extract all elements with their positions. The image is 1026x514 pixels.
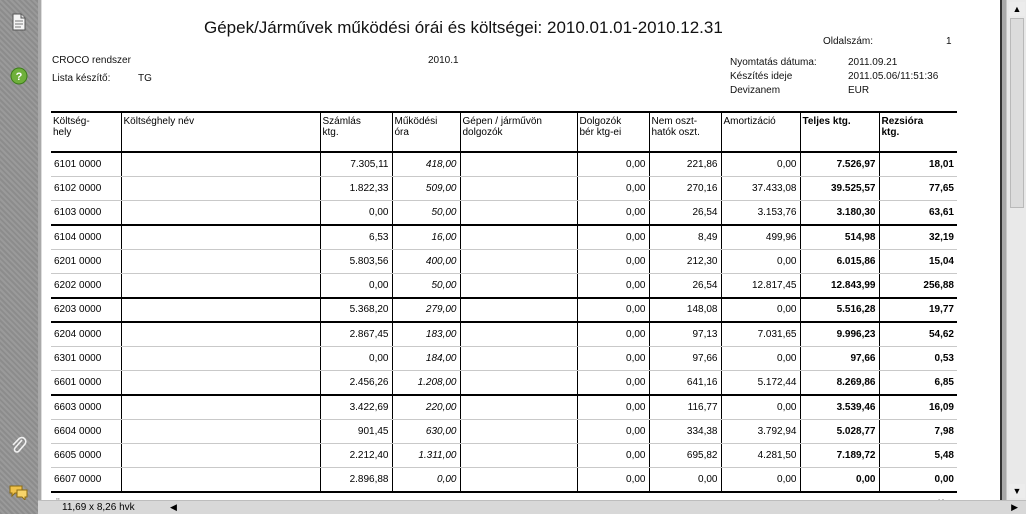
cell-total: 514,98 — [800, 225, 879, 249]
table-row — [51, 444, 957, 468]
cell-cost-center: 6102 0000 — [51, 176, 121, 200]
cell-overhead-rate: 6,85 — [879, 371, 957, 395]
cell-invoiced: 0,00 — [320, 273, 392, 297]
cell-name — [121, 371, 320, 395]
cell-hours: 50,00 — [392, 201, 460, 225]
cell-name — [121, 419, 320, 443]
print-date-value: 2011.09.21 — [848, 57, 898, 68]
header-total-cost: Teljes ktg. — [800, 112, 879, 152]
table-row — [51, 298, 957, 322]
cell-invoiced: 2.896,88 — [320, 468, 392, 492]
cell-cost-center: 6204 0000 — [51, 322, 121, 346]
cell-invoiced: 901,45 — [320, 419, 392, 443]
cell-non-divisible: 148,08 — [649, 298, 721, 322]
currency-label: Devizanem — [730, 85, 781, 96]
cell-name — [121, 444, 320, 468]
cell-workers — [460, 322, 577, 346]
totals-total-cost — [800, 492, 879, 500]
created-value: 2011.05.06/11:51:36 — [848, 71, 939, 82]
cell-hours: 1.311,00 — [392, 444, 460, 468]
cell-total: 9.996,23 — [800, 322, 879, 346]
created-label: Készítés ideje — [730, 71, 793, 82]
cell-name — [121, 273, 320, 297]
cell-total: 7.189,72 — [800, 444, 879, 468]
cell-hours: 183,00 — [392, 322, 460, 346]
cell-non-divisible: 270,16 — [649, 176, 721, 200]
cell-cost-center: 6202 0000 — [51, 273, 121, 297]
svg-text:?: ? — [15, 71, 23, 83]
cell-name — [121, 225, 320, 249]
cell-wages: 0,00 — [577, 176, 649, 200]
cell-overhead-rate: 77,65 — [879, 176, 957, 200]
cell-total: 0,00 — [800, 468, 879, 492]
cell-workers — [460, 395, 577, 419]
header-non-divisible: Nem oszt- hatók oszt. — [649, 112, 721, 152]
cell-total: 3.180,30 — [800, 201, 879, 225]
cell-overhead-rate: 32,19 — [879, 225, 957, 249]
cell-cost-center: 6301 0000 — [51, 346, 121, 370]
cell-hours: 400,00 — [392, 249, 460, 273]
cell-amortization: 37.433,08 — [721, 176, 800, 200]
cell-non-divisible: 695,82 — [649, 444, 721, 468]
table-row — [51, 249, 957, 273]
cell-total: 6.015,86 — [800, 249, 879, 273]
cell-non-divisible: 334,38 — [649, 419, 721, 443]
cell-wages: 0,00 — [577, 152, 649, 176]
totals-amortization — [721, 492, 800, 500]
totals-non-divisible — [649, 492, 721, 500]
cell-name — [121, 468, 320, 492]
header-cost-center-name: Költséghely név — [121, 112, 320, 152]
cell-amortization: 0,00 — [721, 468, 800, 492]
header-workers: Gépen / járművön dolgozók — [460, 112, 577, 152]
totals-row — [51, 492, 957, 500]
cell-wages: 0,00 — [577, 273, 649, 297]
cell-overhead-rate: 18,01 — [879, 152, 957, 176]
cell-wages: 0,00 — [577, 371, 649, 395]
cell-hours: 220,00 — [392, 395, 460, 419]
cell-invoiced: 0,00 — [320, 201, 392, 225]
header-amortization: Amortizáció — [721, 112, 800, 152]
table-row — [51, 395, 957, 419]
cell-hours: 0,00 — [392, 468, 460, 492]
report-page — [41, 0, 1002, 500]
cell-workers — [460, 298, 577, 322]
cell-overhead-rate: 7,98 — [879, 419, 957, 443]
header-invoiced-cost: Számlás ktg. — [320, 112, 392, 152]
cell-total: 3.539,46 — [800, 395, 879, 419]
cell-name — [121, 346, 320, 370]
cell-hours: 1.208,00 — [392, 371, 460, 395]
cell-cost-center: 6604 0000 — [51, 419, 121, 443]
print-date-label: Nyomtatás dátuma: — [730, 57, 817, 68]
totals-unit — [879, 492, 957, 500]
cell-total: 12.843,99 — [800, 273, 879, 297]
cell-wages: 0,00 — [577, 249, 649, 273]
table-row — [51, 201, 957, 225]
cell-invoiced: 0,00 — [320, 346, 392, 370]
cell-cost-center: 6201 0000 — [51, 249, 121, 273]
cell-non-divisible: 116,77 — [649, 395, 721, 419]
table-row — [51, 468, 957, 492]
cell-non-divisible: 641,16 — [649, 371, 721, 395]
cell-amortization: 0,00 — [721, 395, 800, 419]
cell-name — [121, 176, 320, 200]
cell-amortization: 3.153,76 — [721, 201, 800, 225]
cell-name — [121, 152, 320, 176]
cell-amortization: 0,00 — [721, 298, 800, 322]
table-row — [51, 419, 957, 443]
table-row — [51, 225, 957, 249]
cell-wages: 0,00 — [577, 322, 649, 346]
cell-overhead-rate: 0,53 — [879, 346, 957, 370]
document-view[interactable] — [38, 0, 1006, 500]
cell-invoiced: 6,53 — [320, 225, 392, 249]
cell-total: 97,66 — [800, 346, 879, 370]
cell-wages: 0,00 — [577, 201, 649, 225]
cell-invoiced: 1.822,33 — [320, 176, 392, 200]
cell-workers — [460, 225, 577, 249]
system-name: CROCO rendszer — [52, 55, 131, 66]
cell-cost-center: 6603 0000 — [51, 395, 121, 419]
cell-overhead-rate: 16,09 — [879, 395, 957, 419]
cell-cost-center: 6607 0000 — [51, 468, 121, 492]
cell-workers — [460, 201, 577, 225]
table-row — [51, 371, 957, 395]
cell-overhead-rate: 63,61 — [879, 201, 957, 225]
scroll-left-icon[interactable]: ◀ — [170, 502, 177, 512]
cell-cost-center: 6101 0000 — [51, 152, 121, 176]
cell-name — [121, 201, 320, 225]
cell-hours: 184,00 — [392, 346, 460, 370]
cell-cost-center: 6605 0000 — [51, 444, 121, 468]
cell-wages: 0,00 — [577, 395, 649, 419]
cell-overhead-rate: 5,48 — [879, 444, 957, 468]
cell-wages: 0,00 — [577, 468, 649, 492]
cell-invoiced: 7.305,11 — [320, 152, 392, 176]
cell-overhead-rate: 0,00 — [879, 468, 957, 492]
help-icon[interactable] — [9, 66, 29, 86]
cell-workers — [460, 273, 577, 297]
cell-hours: 418,00 — [392, 152, 460, 176]
cell-non-divisible: 8,49 — [649, 225, 721, 249]
paperclip-icon[interactable] — [9, 436, 29, 456]
cell-non-divisible: 26,54 — [649, 273, 721, 297]
cell-total: 39.525,57 — [800, 176, 879, 200]
cell-workers — [460, 419, 577, 443]
cell-cost-center: 6103 0000 — [51, 201, 121, 225]
left-navigation-panel — [0, 0, 38, 514]
totals-label — [51, 492, 121, 500]
scroll-down-icon[interactable]: ▼ — [1009, 484, 1025, 498]
cell-non-divisible: 212,30 — [649, 249, 721, 273]
cell-total: 8.269,86 — [800, 371, 879, 395]
report-title: Gépek/Járművek működési órái és költségei: 2010.01.01-2010.12.31 — [204, 18, 723, 37]
cell-overhead-rate: 54,62 — [879, 322, 957, 346]
scroll-up-icon[interactable]: ▲ — [1009, 2, 1025, 16]
cell-amortization: 0,00 — [721, 249, 800, 273]
cell-invoiced: 2.212,40 — [320, 444, 392, 468]
header-operating-hours: Működési óra — [392, 112, 460, 152]
cell-amortization: 499,96 — [721, 225, 800, 249]
cell-overhead-rate: 256,88 — [879, 273, 957, 297]
cell-total: 5.516,28 — [800, 298, 879, 322]
cell-non-divisible: 97,66 — [649, 346, 721, 370]
cost-table — [51, 111, 957, 500]
cell-invoiced: 5.368,20 — [320, 298, 392, 322]
totals-wages — [577, 492, 649, 500]
cell-hours: 630,00 — [392, 419, 460, 443]
header-wage-costs: Dolgozók bér ktg-ei — [577, 112, 649, 152]
scroll-right-icon[interactable]: ▶ — [1011, 502, 1018, 512]
cell-amortization: 0,00 — [721, 346, 800, 370]
table-row — [51, 346, 957, 370]
scroll-thumb[interactable] — [1010, 18, 1024, 208]
currency-value: EUR — [848, 85, 870, 96]
table-row — [51, 152, 957, 176]
status-bar — [38, 500, 1026, 514]
page-size-readout: 11,69 x 8,26 hvk — [62, 502, 135, 513]
cell-amortization: 4.281,50 — [721, 444, 800, 468]
cell-name — [121, 322, 320, 346]
cell-invoiced: 5.803,56 — [320, 249, 392, 273]
cell-hours: 279,00 — [392, 298, 460, 322]
cell-invoiced: 2.456,26 — [320, 371, 392, 395]
cell-wages: 0,00 — [577, 298, 649, 322]
cell-amortization: 7.031,65 — [721, 322, 800, 346]
cell-wages: 0,00 — [577, 346, 649, 370]
cell-name — [121, 249, 320, 273]
cell-name — [121, 298, 320, 322]
cell-name — [121, 395, 320, 419]
cell-hours: 50,00 — [392, 273, 460, 297]
header-overhead-rate: Rezsióra ktg. — [879, 112, 957, 152]
cell-amortization: 5.172,44 — [721, 371, 800, 395]
creator-label: Lista készítő: — [52, 73, 111, 84]
cell-workers — [460, 468, 577, 492]
totals-hours — [392, 492, 460, 500]
cell-non-divisible: 221,86 — [649, 152, 721, 176]
cell-non-divisible: 97,13 — [649, 322, 721, 346]
cell-hours: 16,00 — [392, 225, 460, 249]
cell-wages: 0,00 — [577, 419, 649, 443]
table-header-row — [51, 112, 957, 152]
totals-invoiced — [320, 492, 392, 500]
cell-workers — [460, 176, 577, 200]
cell-overhead-rate: 19,77 — [879, 298, 957, 322]
cell-amortization: 3.792,94 — [721, 419, 800, 443]
cell-workers — [460, 371, 577, 395]
page-number: 1 — [946, 36, 952, 47]
cell-invoiced: 2.867,45 — [320, 322, 392, 346]
cell-non-divisible: 26,54 — [649, 201, 721, 225]
page-number-label: Oldalszám: — [823, 36, 874, 47]
totals-workers — [460, 492, 577, 500]
cell-amortization: 12.817,45 — [721, 273, 800, 297]
totals-name — [121, 492, 320, 500]
cell-cost-center: 6601 0000 — [51, 371, 121, 395]
creator-value: TG — [138, 73, 152, 84]
cell-overhead-rate: 15,04 — [879, 249, 957, 273]
cell-cost-center: 6104 0000 — [51, 225, 121, 249]
cell-workers — [460, 249, 577, 273]
cell-total: 5.028,77 — [800, 419, 879, 443]
period-value: 2010.1 — [428, 55, 459, 66]
cell-workers — [460, 346, 577, 370]
cell-wages: 0,00 — [577, 444, 649, 468]
cell-cost-center: 6203 0000 — [51, 298, 121, 322]
cell-amortization: 0,00 — [721, 152, 800, 176]
comments-icon[interactable] — [9, 482, 29, 502]
cell-hours: 509,00 — [392, 176, 460, 200]
cell-workers — [460, 444, 577, 468]
header-cost-center: Költség- hely — [51, 112, 121, 152]
table-row — [51, 273, 957, 297]
vertical-scrollbar[interactable] — [1006, 0, 1026, 500]
cell-invoiced: 3.422,69 — [320, 395, 392, 419]
table-row — [51, 176, 957, 200]
cell-workers — [460, 152, 577, 176]
cell-wages: 0,00 — [577, 225, 649, 249]
cell-total: 7.526,97 — [800, 152, 879, 176]
cell-non-divisible: 0,00 — [649, 468, 721, 492]
table-row — [51, 322, 957, 346]
document-icon[interactable] — [9, 12, 29, 32]
